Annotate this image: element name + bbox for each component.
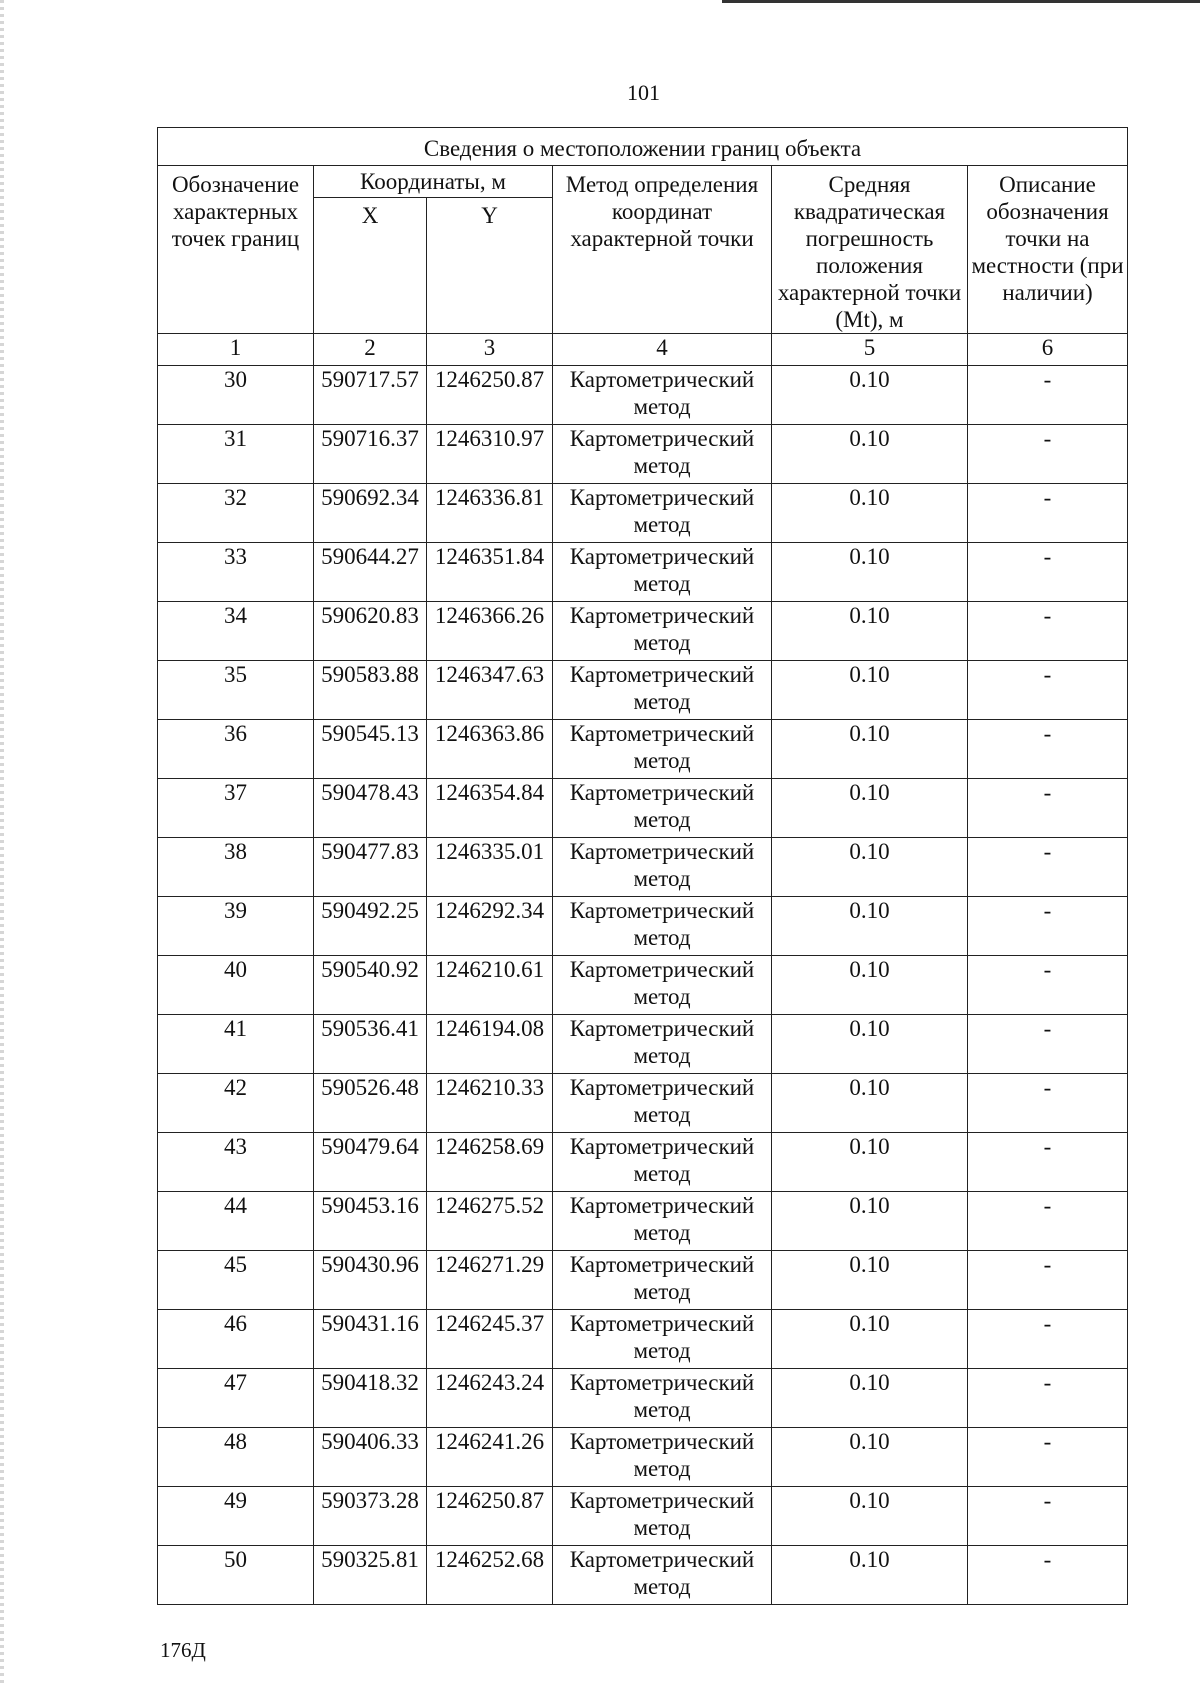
y-coordinate-cell: 1246292.34 [427, 897, 553, 956]
x-coordinate-cell: 590692.34 [314, 484, 427, 543]
description-cell: - [968, 661, 1128, 720]
error-cell: 0.10 [772, 543, 968, 602]
y-coordinate-cell: 1246210.61 [427, 956, 553, 1015]
column-number: 3 [427, 334, 553, 366]
x-coordinate-cell: 590717.57 [314, 366, 427, 425]
error-cell: 0.10 [772, 838, 968, 897]
error-cell: 0.10 [772, 661, 968, 720]
error-cell: 0.10 [772, 366, 968, 425]
method-text: метод [633, 925, 691, 950]
method-cell [553, 1015, 772, 1074]
point-cell: 32 [158, 484, 314, 543]
method-cell [553, 1133, 772, 1192]
method-text: метод [633, 512, 691, 537]
method-cell [553, 1310, 772, 1369]
method-cell [553, 1074, 772, 1133]
column-number: 1 [158, 334, 314, 366]
point-cell: 50 [158, 1546, 314, 1605]
method-text: Картометрический [569, 1075, 755, 1100]
method-text: метод [633, 394, 691, 419]
description-cell: - [968, 956, 1128, 1015]
table-row [158, 720, 1128, 779]
method-cell [553, 425, 772, 484]
method-text: метод [633, 748, 691, 773]
description-cell: - [968, 1369, 1128, 1428]
point-cell: 30 [158, 366, 314, 425]
column-number: 5 [772, 334, 968, 366]
x-coordinate-cell: 590644.27 [314, 543, 427, 602]
y-coordinate-cell: 1246275.52 [427, 1192, 553, 1251]
method-text: Картометрический [569, 780, 755, 805]
scan-left-edge [0, 0, 4, 1686]
x-coordinate-cell: 590373.28 [314, 1487, 427, 1546]
table-row [158, 1369, 1128, 1428]
error-cell: 0.10 [772, 1251, 968, 1310]
description-cell: - [968, 602, 1128, 661]
method-text: Картометрический [569, 721, 755, 746]
method-cell [553, 1428, 772, 1487]
table-row [158, 1428, 1128, 1487]
description-cell: - [968, 543, 1128, 602]
y-coordinate-cell: 1246250.87 [427, 366, 553, 425]
point-cell: 47 [158, 1369, 314, 1428]
method-text: Картометрический [569, 485, 755, 510]
table-row [158, 1015, 1128, 1074]
method-cell [553, 779, 772, 838]
method-text: Картометрический [569, 1193, 755, 1218]
y-coordinate-cell: 1246243.24 [427, 1369, 553, 1428]
description-cell: - [968, 897, 1128, 956]
point-cell: 46 [158, 1310, 314, 1369]
method-text: метод [633, 1102, 691, 1127]
column-number-row [158, 334, 1128, 366]
table-row [158, 1133, 1128, 1192]
point-cell: 34 [158, 602, 314, 661]
description-cell: - [968, 1192, 1128, 1251]
x-coordinate-cell: 590431.16 [314, 1310, 427, 1369]
method-cell [553, 1369, 772, 1428]
method-text: Картометрический [569, 544, 755, 569]
method-text: Картометрический [569, 957, 755, 982]
y-coordinate-cell: 1246210.33 [427, 1074, 553, 1133]
method-text: метод [633, 630, 691, 655]
y-coordinate-cell: 1246351.84 [427, 543, 553, 602]
method-cell [553, 1192, 772, 1251]
table-row [158, 1074, 1128, 1133]
point-cell: 41 [158, 1015, 314, 1074]
error-cell: 0.10 [772, 1192, 968, 1251]
error-cell: 0.10 [772, 1487, 968, 1546]
method-text: Картометрический [569, 1429, 755, 1454]
x-coordinate-cell: 590406.33 [314, 1428, 427, 1487]
header-x: X [314, 198, 427, 334]
error-cell: 0.10 [772, 779, 968, 838]
method-text: Картометрический [569, 367, 755, 392]
method-text: метод [633, 1338, 691, 1363]
error-cell: 0.10 [772, 602, 968, 661]
error-cell: 0.10 [772, 1310, 968, 1369]
method-cell [553, 366, 772, 425]
error-cell: 0.10 [772, 1369, 968, 1428]
boundary-points-table [157, 127, 1128, 1605]
point-cell: 35 [158, 661, 314, 720]
page-number: 101 [627, 80, 660, 105]
description-cell: - [968, 1487, 1128, 1546]
method-text: Картометрический [569, 1134, 755, 1159]
table-title-row [158, 128, 1128, 166]
y-coordinate-cell: 1246252.68 [427, 1546, 553, 1605]
method-text: метод [633, 984, 691, 1009]
method-cell [553, 661, 772, 720]
description-cell: - [968, 1015, 1128, 1074]
description-cell: - [968, 1310, 1128, 1369]
method-text: Картометрический [569, 1311, 755, 1336]
x-coordinate-cell: 590430.96 [314, 1251, 427, 1310]
x-coordinate-cell: 590536.41 [314, 1015, 427, 1074]
x-coordinate-cell: 590540.92 [314, 956, 427, 1015]
method-text: метод [633, 1220, 691, 1245]
header-coordinates: Координаты, м [314, 166, 553, 198]
method-text: Картометрический [569, 898, 755, 923]
description-cell: - [968, 779, 1128, 838]
point-cell: 49 [158, 1487, 314, 1546]
header-y: Y [427, 198, 553, 334]
point-cell: 48 [158, 1428, 314, 1487]
footer-code: 176Д [160, 1638, 206, 1662]
description-cell: - [968, 838, 1128, 897]
x-coordinate-cell: 590479.64 [314, 1133, 427, 1192]
method-cell [553, 838, 772, 897]
y-coordinate-cell: 1246194.08 [427, 1015, 553, 1074]
method-text: Картометрический [569, 1370, 755, 1395]
x-coordinate-cell: 590526.48 [314, 1074, 427, 1133]
table-row [158, 425, 1128, 484]
table-row [158, 897, 1128, 956]
method-text: метод [633, 866, 691, 891]
top-edge-rule [722, 0, 1200, 3]
method-cell [553, 602, 772, 661]
method-text: Картометрический [569, 1016, 755, 1041]
point-cell: 39 [158, 897, 314, 956]
point-cell: 45 [158, 1251, 314, 1310]
y-coordinate-cell: 1246354.84 [427, 779, 553, 838]
method-text: метод [633, 1043, 691, 1068]
x-coordinate-cell: 590583.88 [314, 661, 427, 720]
header-designation: Обозначение характерных точек границ [158, 166, 314, 334]
method-cell [553, 897, 772, 956]
table-row [158, 956, 1128, 1015]
method-text: метод [633, 689, 691, 714]
point-cell: 42 [158, 1074, 314, 1133]
method-text: метод [633, 1456, 691, 1481]
method-text: метод [633, 1574, 691, 1599]
y-coordinate-cell: 1246250.87 [427, 1487, 553, 1546]
column-number: 2 [314, 334, 427, 366]
method-cell [553, 720, 772, 779]
y-coordinate-cell: 1246258.69 [427, 1133, 553, 1192]
description-cell: - [968, 1074, 1128, 1133]
method-text: Картометрический [569, 662, 755, 687]
x-coordinate-cell: 590492.25 [314, 897, 427, 956]
point-cell: 37 [158, 779, 314, 838]
table-row [158, 543, 1128, 602]
error-cell: 0.10 [772, 1074, 968, 1133]
y-coordinate-cell: 1246336.81 [427, 484, 553, 543]
point-cell: 43 [158, 1133, 314, 1192]
x-coordinate-cell: 590716.37 [314, 425, 427, 484]
header-error: Средняя квадратическая погрешность положения характерной точки (Mt), м [772, 166, 968, 334]
error-cell: 0.10 [772, 956, 968, 1015]
method-text: метод [633, 807, 691, 832]
method-text: Картометрический [569, 1547, 755, 1572]
y-coordinate-cell: 1246366.26 [427, 602, 553, 661]
x-coordinate-cell: 590477.83 [314, 838, 427, 897]
table-row [158, 1546, 1128, 1605]
x-coordinate-cell: 590325.81 [314, 1546, 427, 1605]
description-cell: - [968, 484, 1128, 543]
description-cell: - [968, 366, 1128, 425]
x-coordinate-cell: 590453.16 [314, 1192, 427, 1251]
x-coordinate-cell: 590418.32 [314, 1369, 427, 1428]
error-cell: 0.10 [772, 1546, 968, 1605]
table-row [158, 1310, 1128, 1369]
method-text: метод [633, 571, 691, 596]
point-cell: 36 [158, 720, 314, 779]
y-coordinate-cell: 1246363.86 [427, 720, 553, 779]
header-row-1 [158, 166, 1128, 198]
y-coordinate-cell: 1246347.63 [427, 661, 553, 720]
table-row [158, 1251, 1128, 1310]
description-cell: - [968, 1133, 1128, 1192]
y-coordinate-cell: 1246335.01 [427, 838, 553, 897]
table-row [158, 838, 1128, 897]
x-coordinate-cell: 590545.13 [314, 720, 427, 779]
method-cell [553, 543, 772, 602]
header-method: Метод определения координат характерной точки [553, 166, 772, 334]
method-cell [553, 1487, 772, 1546]
method-text: метод [633, 1515, 691, 1540]
description-cell: - [968, 425, 1128, 484]
description-cell: - [968, 1546, 1128, 1605]
method-cell [553, 956, 772, 1015]
header-description: Описание обозначения точки на местности (при наличии) [968, 166, 1128, 334]
table-row [158, 366, 1128, 425]
point-cell: 31 [158, 425, 314, 484]
x-coordinate-cell: 590478.43 [314, 779, 427, 838]
table-row [158, 484, 1128, 543]
method-text: метод [633, 1279, 691, 1304]
table-row [158, 661, 1128, 720]
x-coordinate-cell: 590620.83 [314, 602, 427, 661]
method-text: метод [633, 1397, 691, 1422]
error-cell: 0.10 [772, 484, 968, 543]
error-cell: 0.10 [772, 720, 968, 779]
method-cell [553, 484, 772, 543]
point-cell: 40 [158, 956, 314, 1015]
point-cell: 38 [158, 838, 314, 897]
table-row [158, 602, 1128, 661]
method-text: метод [633, 453, 691, 478]
point-cell: 44 [158, 1192, 314, 1251]
description-cell: - [968, 1251, 1128, 1310]
y-coordinate-cell: 1246241.26 [427, 1428, 553, 1487]
column-number: 6 [968, 334, 1128, 366]
method-text: Картометрический [569, 426, 755, 451]
error-cell: 0.10 [772, 1133, 968, 1192]
table-row [158, 1192, 1128, 1251]
method-cell [553, 1546, 772, 1605]
table-row [158, 1487, 1128, 1546]
error-cell: 0.10 [772, 1015, 968, 1074]
method-text: Картометрический [569, 1488, 755, 1513]
error-cell: 0.10 [772, 1428, 968, 1487]
method-text: метод [633, 1161, 691, 1186]
method-text: Картометрический [569, 603, 755, 628]
column-number: 4 [553, 334, 772, 366]
description-cell: - [968, 720, 1128, 779]
point-cell: 33 [158, 543, 314, 602]
table-row [158, 779, 1128, 838]
y-coordinate-cell: 1246245.37 [427, 1310, 553, 1369]
method-text: Картометрический [569, 1252, 755, 1277]
method-cell [553, 1251, 772, 1310]
error-cell: 0.10 [772, 897, 968, 956]
method-text: Картометрический [569, 839, 755, 864]
table-title: Сведения о местоположении границ объекта [158, 128, 1128, 166]
y-coordinate-cell: 1246271.29 [427, 1251, 553, 1310]
description-cell: - [968, 1428, 1128, 1487]
error-cell: 0.10 [772, 425, 968, 484]
y-coordinate-cell: 1246310.97 [427, 425, 553, 484]
